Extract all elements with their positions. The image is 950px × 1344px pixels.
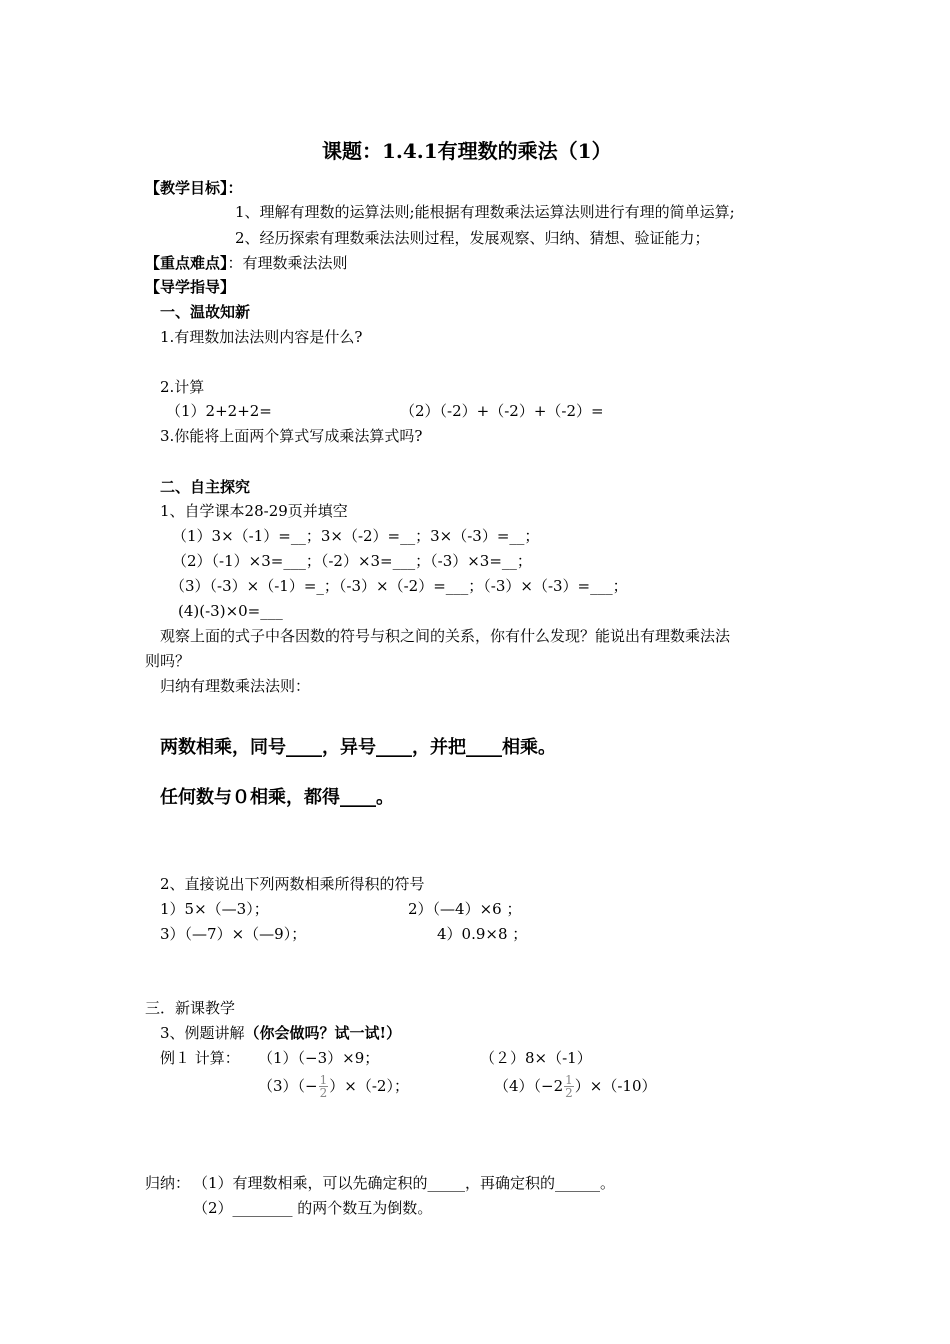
explore-q2: 2、直接说出下列两数相乘所得积的符号 (160, 875, 425, 893)
example-1-3 (258, 1074, 409, 1099)
page-title: 课题：1.4.1有理数的乘法（1） (322, 139, 612, 163)
newlesson-heading: 三．新课教学 (145, 999, 236, 1017)
example-1-1: （1）（−3）×9； (258, 1049, 380, 1067)
explore-observe-1: 观察上面的式子中各因数的符号与积之间的关系，你有什么发现？能说出有理数乘法法 (160, 627, 731, 645)
example-1-4-post: ）×（-10） (574, 1076, 657, 1095)
conclusion-line-2: （2）________ 的两个数互为倒数。 (193, 1199, 433, 1217)
explore-intro: 1、自学课本28-29页并填空 (160, 502, 348, 520)
review-q2b: （2）（-2）+（-2）+（-2）= (400, 402, 604, 420)
review-q1: 1.有理数加法法则内容是什么? (160, 328, 363, 346)
guide-heading: 【导学指导】 (145, 278, 236, 296)
explore-q2-1: 1）5×（—3）； (160, 900, 269, 918)
review-q3: 3.你能将上面两个算式写成乘法算式吗? (160, 427, 423, 445)
example-intro-prompt: （你会做吗？试一试!） (244, 1024, 402, 1042)
review-q2: 2.计算 (160, 378, 205, 396)
objective-item-2: 2、经历探索有理数乘法法则过程，发展观察、归纳、猜想、验证能力； (235, 229, 710, 247)
key-points-heading: 【重点难点】 (145, 254, 228, 272)
example-1-2: （２）8×（-1） (480, 1049, 592, 1067)
explore-observe-2: 则吗？ (145, 652, 191, 670)
objectives-heading: 【教学目标】： (145, 179, 243, 197)
rule-1: 两数相乘，同号____，异号____，并把____相乘。 (160, 737, 556, 758)
review-heading: 一、温故知新 (160, 303, 251, 321)
fraction-denominator: 2 (565, 1086, 573, 1100)
example-1-4 (494, 1074, 657, 1099)
example-intro (160, 1025, 401, 1042)
explore-heading: 二、自主探究 (160, 478, 251, 496)
key-points (145, 255, 348, 272)
key-points-text: ：有理数乘法法则 (227, 254, 348, 272)
fraction-denominator: 2 (319, 1086, 328, 1100)
fraction-half-mixed (564, 1074, 574, 1099)
fraction-numerator: 1 (319, 1073, 328, 1087)
explore-line-2: （2）（-1）×3=___；（-2）×3=___；（-3）×3=__； (172, 552, 532, 570)
explore-line-1: （1）3×（-1）=__；3×（-2）=__；3×（-3）=__； (172, 527, 540, 545)
explore-line-4: (4)(-3)×0=___ (178, 602, 283, 620)
explore-line-3: （3）（-3）×（-1）=_；（-3）×（-2）=___；（-3）×（-3）=___； (170, 577, 628, 595)
example-1-label: 例１ 计算： (160, 1049, 240, 1067)
fraction-numerator: 1 (565, 1073, 573, 1087)
example-intro-label: 3、例题讲解 (160, 1024, 245, 1042)
example-1-4-pre: （4）（−2 (494, 1076, 564, 1095)
objective-item-1: 1、理解有理数的运算法则;能根据有理数乘法运算法则进行有理的简单运算; (235, 203, 735, 221)
fraction-half (319, 1074, 329, 1099)
example-1-3-pre: （3）（− (258, 1076, 318, 1095)
conclusion-label: 归纳： (145, 1174, 191, 1192)
explore-q2-4: 4）0.9×8 ； (437, 925, 528, 943)
explore-q2-3: 3）（—7）×（—9）； (160, 925, 307, 943)
review-q2a: （1）2+2+2= (166, 402, 272, 420)
example-1-3-post: ）×（-2）； (329, 1076, 409, 1095)
explore-q2-2: 2）（—4）×6 ； (408, 900, 522, 918)
explore-summary: 归纳有理数乘法法则： (160, 677, 311, 695)
conclusion-line-1: （1）有理数相乘，可以先确定积的_____，再确定积的______。 (193, 1174, 616, 1192)
rule-2: 任何数与０相乘，都得____。 (160, 787, 394, 808)
